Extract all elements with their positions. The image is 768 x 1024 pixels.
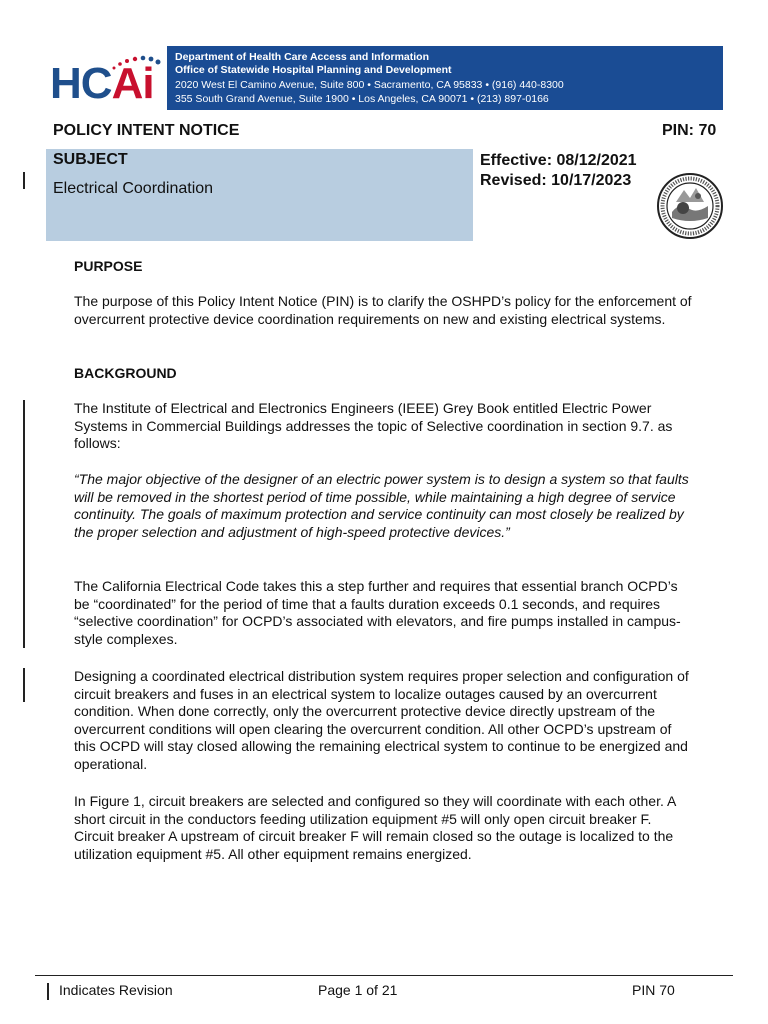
background-paragraph-4: In Figure 1, circuit breakers are selected and configured so they will coordinate with each other. A short circuit in the conductors feeding utilization equipment #5 will only open circuit breaker F. Circuit breaker A upstream of circuit breaker F will remain closed so the outage is localized to the utilization equipment #5. All other equipment remains energized.: [74, 793, 676, 862]
background-paragraph-3: Designing a coordinated electrical distribution system requires proper selection and configuration of circuit breakers and fuses in an electrical system to localize outages caused by an overcurrent condition. When done correctly, only the overcurrent protective device directly upstream of the overcurrent conditions will open clearing the overcurrent condition. All other OCPD’s upstream of this OCPD will stay closed allowing the remaining electrical system to continue to be energized and operational.: [74, 668, 689, 772]
los-angeles-address: 355 South Grand Avenue, Suite 1900 • Los Angeles, CA 90071 • (213) 897-0166: [175, 93, 549, 105]
revision-marker-sample: [47, 983, 49, 1000]
background-paragraph-1: The Institute of Electrical and Electronics Engineers (IEEE) Grey Book entitled Electric Power Systems in Commercial Buildings addresses the topic of Selective coordination in section 9.7. as follows:: [74, 400, 673, 451]
background-paragraph-2: The California Electrical Code takes this a step further and requires that essential branch OCPD’s be “coordinated” for the period of time that a faults duration exceeds 0.1 seconds, and requires “selective coordination” for OCPD’s associated with elevators, and fire pumps installed in campus-style complexes.: [74, 578, 681, 647]
subject-label: SUBJECT: [53, 151, 128, 168]
revision-bar: [23, 172, 25, 189]
dates-block: [480, 151, 637, 191]
effective-date: Effective: 08/12/2021: [480, 152, 637, 169]
sacramento-address: 2020 West El Camino Avenue, Suite 800 • Sacramento, CA 95833 • (916) 440-8300: [175, 79, 564, 91]
subject-value: Electrical Coordination: [53, 180, 214, 197]
office-name: Office of Statewide Hospital Planning and Development: [175, 64, 452, 76]
footer-revision-note: Indicates Revision: [59, 982, 173, 998]
logo-wordmark: HCAi: [50, 59, 154, 108]
purpose-heading: PURPOSE: [74, 258, 143, 274]
hcai-logo: [50, 52, 162, 108]
revision-bar: [23, 668, 25, 702]
footer-pin: PIN 70: [632, 982, 675, 998]
purpose-paragraph: The purpose of this Policy Intent Notice (PIN) is to clarify the OSHPD’s policy for the enforcement of overcurrent protective device coordination requirements on new and existing electrical systems.: [74, 293, 692, 327]
state-seal-icon: [656, 172, 724, 240]
footer-page-number: Page 1 of 21: [318, 982, 398, 998]
ieee-quote: “The major objective of the designer of an electric power system is to design a system so that faults will be removed in the shortest period of time possible, while maintaining a high degree of service continuity. The goals of maximum protection and service continuity can most closely be realized by the proper selection and adjustment of high-speed protective devices.”: [74, 471, 689, 540]
department-banner: [167, 46, 722, 110]
revised-date: Revised: 10/17/2023: [480, 172, 632, 189]
pin-number: PIN: 70: [662, 122, 717, 139]
banner-divider: [722, 46, 723, 110]
background-heading: BACKGROUND: [74, 365, 177, 381]
revision-bar: [23, 400, 25, 648]
footer-rule: [35, 975, 733, 976]
notice-type: POLICY INTENT NOTICE: [53, 122, 240, 139]
department-name: Department of Health Care Access and Information: [175, 51, 429, 63]
